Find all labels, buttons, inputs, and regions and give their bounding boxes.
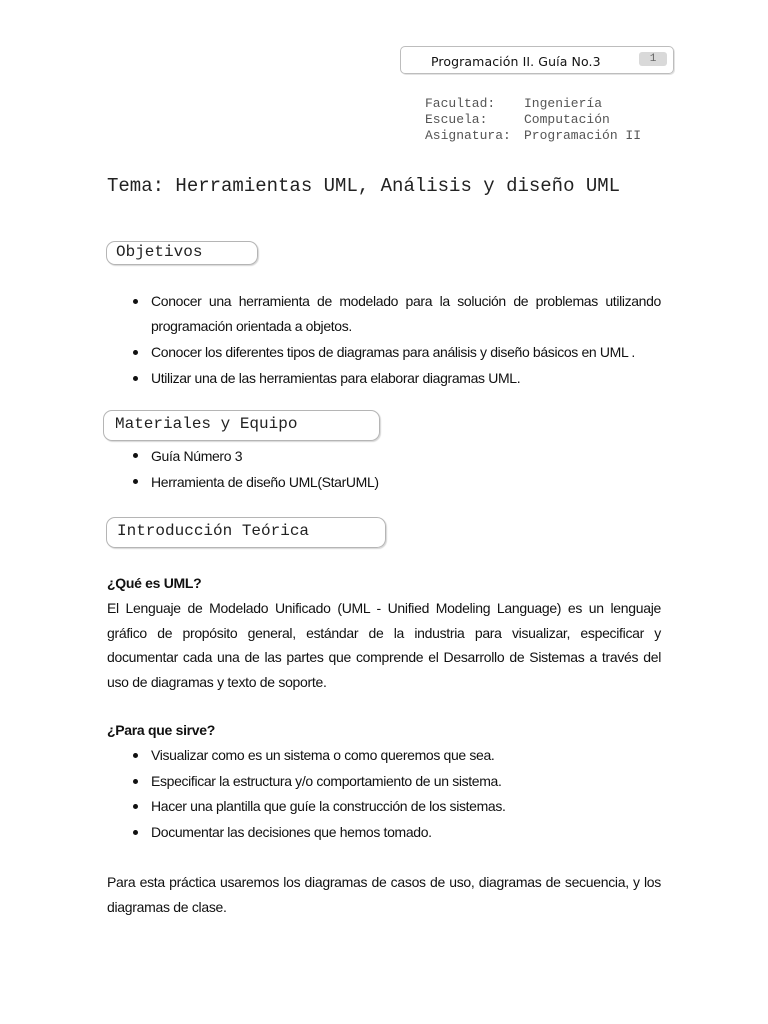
meta-key: Escuela:	[425, 112, 488, 127]
objetivos-list	[107, 289, 661, 392]
meta-value: Programación II	[524, 128, 642, 143]
course-meta	[425, 96, 641, 144]
meta-value: Computación	[524, 112, 610, 127]
materiales-list	[107, 443, 661, 495]
question-que-es-uml: ¿Qué es UML?	[107, 575, 202, 591]
list-item: Herramienta de diseño UML(StarUML)	[107, 469, 661, 495]
meta-key: Asignatura:	[425, 128, 511, 143]
section-title: Objetivos	[116, 243, 203, 261]
meta-row-facultad	[425, 96, 641, 112]
list-item: Conocer los diferentes tipos de diagramas para análisis y diseño básicos en UML .	[107, 340, 661, 365]
course-guide-title: Programación II. Guía No.3	[431, 54, 601, 69]
meta-value: Ingeniería	[524, 96, 603, 111]
section-materiales-heading	[103, 410, 380, 441]
list-item-text: Conocer una herramienta de modelado para la solución de problemas utilizando	[151, 293, 661, 309]
page-title: Tema: Herramientas UML, Análisis y diseño UML	[107, 175, 621, 197]
section-introduccion-heading	[106, 517, 386, 548]
header-box	[400, 46, 674, 74]
list-item: Visualizar como es un sistema o como queremos que sea.	[107, 743, 661, 769]
para-que-sirve-list	[107, 743, 661, 845]
list-item: Guía Número 3	[107, 443, 661, 469]
uml-definition-paragraph: El Lenguaje de Modelado Unificado (UML - Unified Modeling Language) es un lenguaje gráfico de propósito general, estándar de la industria para visualizar, especificar y documentar cada una de las partes que comprende el Desarrollo de Sistemas a través del uso de diagramas y texto de soporte.	[107, 600, 661, 690]
list-item	[107, 289, 661, 339]
list-item: Utilizar una de las herramientas para elaborar diagramas UML.	[107, 366, 661, 391]
list-item: Especificar la estructura y/o comportamiento de un sistema.	[107, 769, 661, 795]
meta-key: Facultad:	[425, 96, 496, 111]
meta-row-asignatura	[425, 128, 641, 144]
section-title: Materiales y Equipo	[115, 415, 298, 433]
list-item-text-continued: programación orientada a objetos.	[151, 318, 352, 334]
list-item: Hacer una plantilla que guíe la construcción de los sistemas.	[107, 794, 661, 820]
page-number-badge: 1	[639, 52, 667, 66]
section-title: Introducción Teórica	[117, 522, 310, 540]
practice-paragraph: Para esta práctica usaremos los diagramas de casos de uso, diagramas de secuencia, y los diagramas de clase.	[107, 874, 661, 915]
section-objetivos-heading	[106, 241, 258, 265]
list-item: Documentar las decisiones que hemos tomado.	[107, 820, 661, 846]
question-para-que-sirve: ¿Para que sirve?	[107, 722, 216, 738]
meta-row-escuela	[425, 112, 641, 128]
